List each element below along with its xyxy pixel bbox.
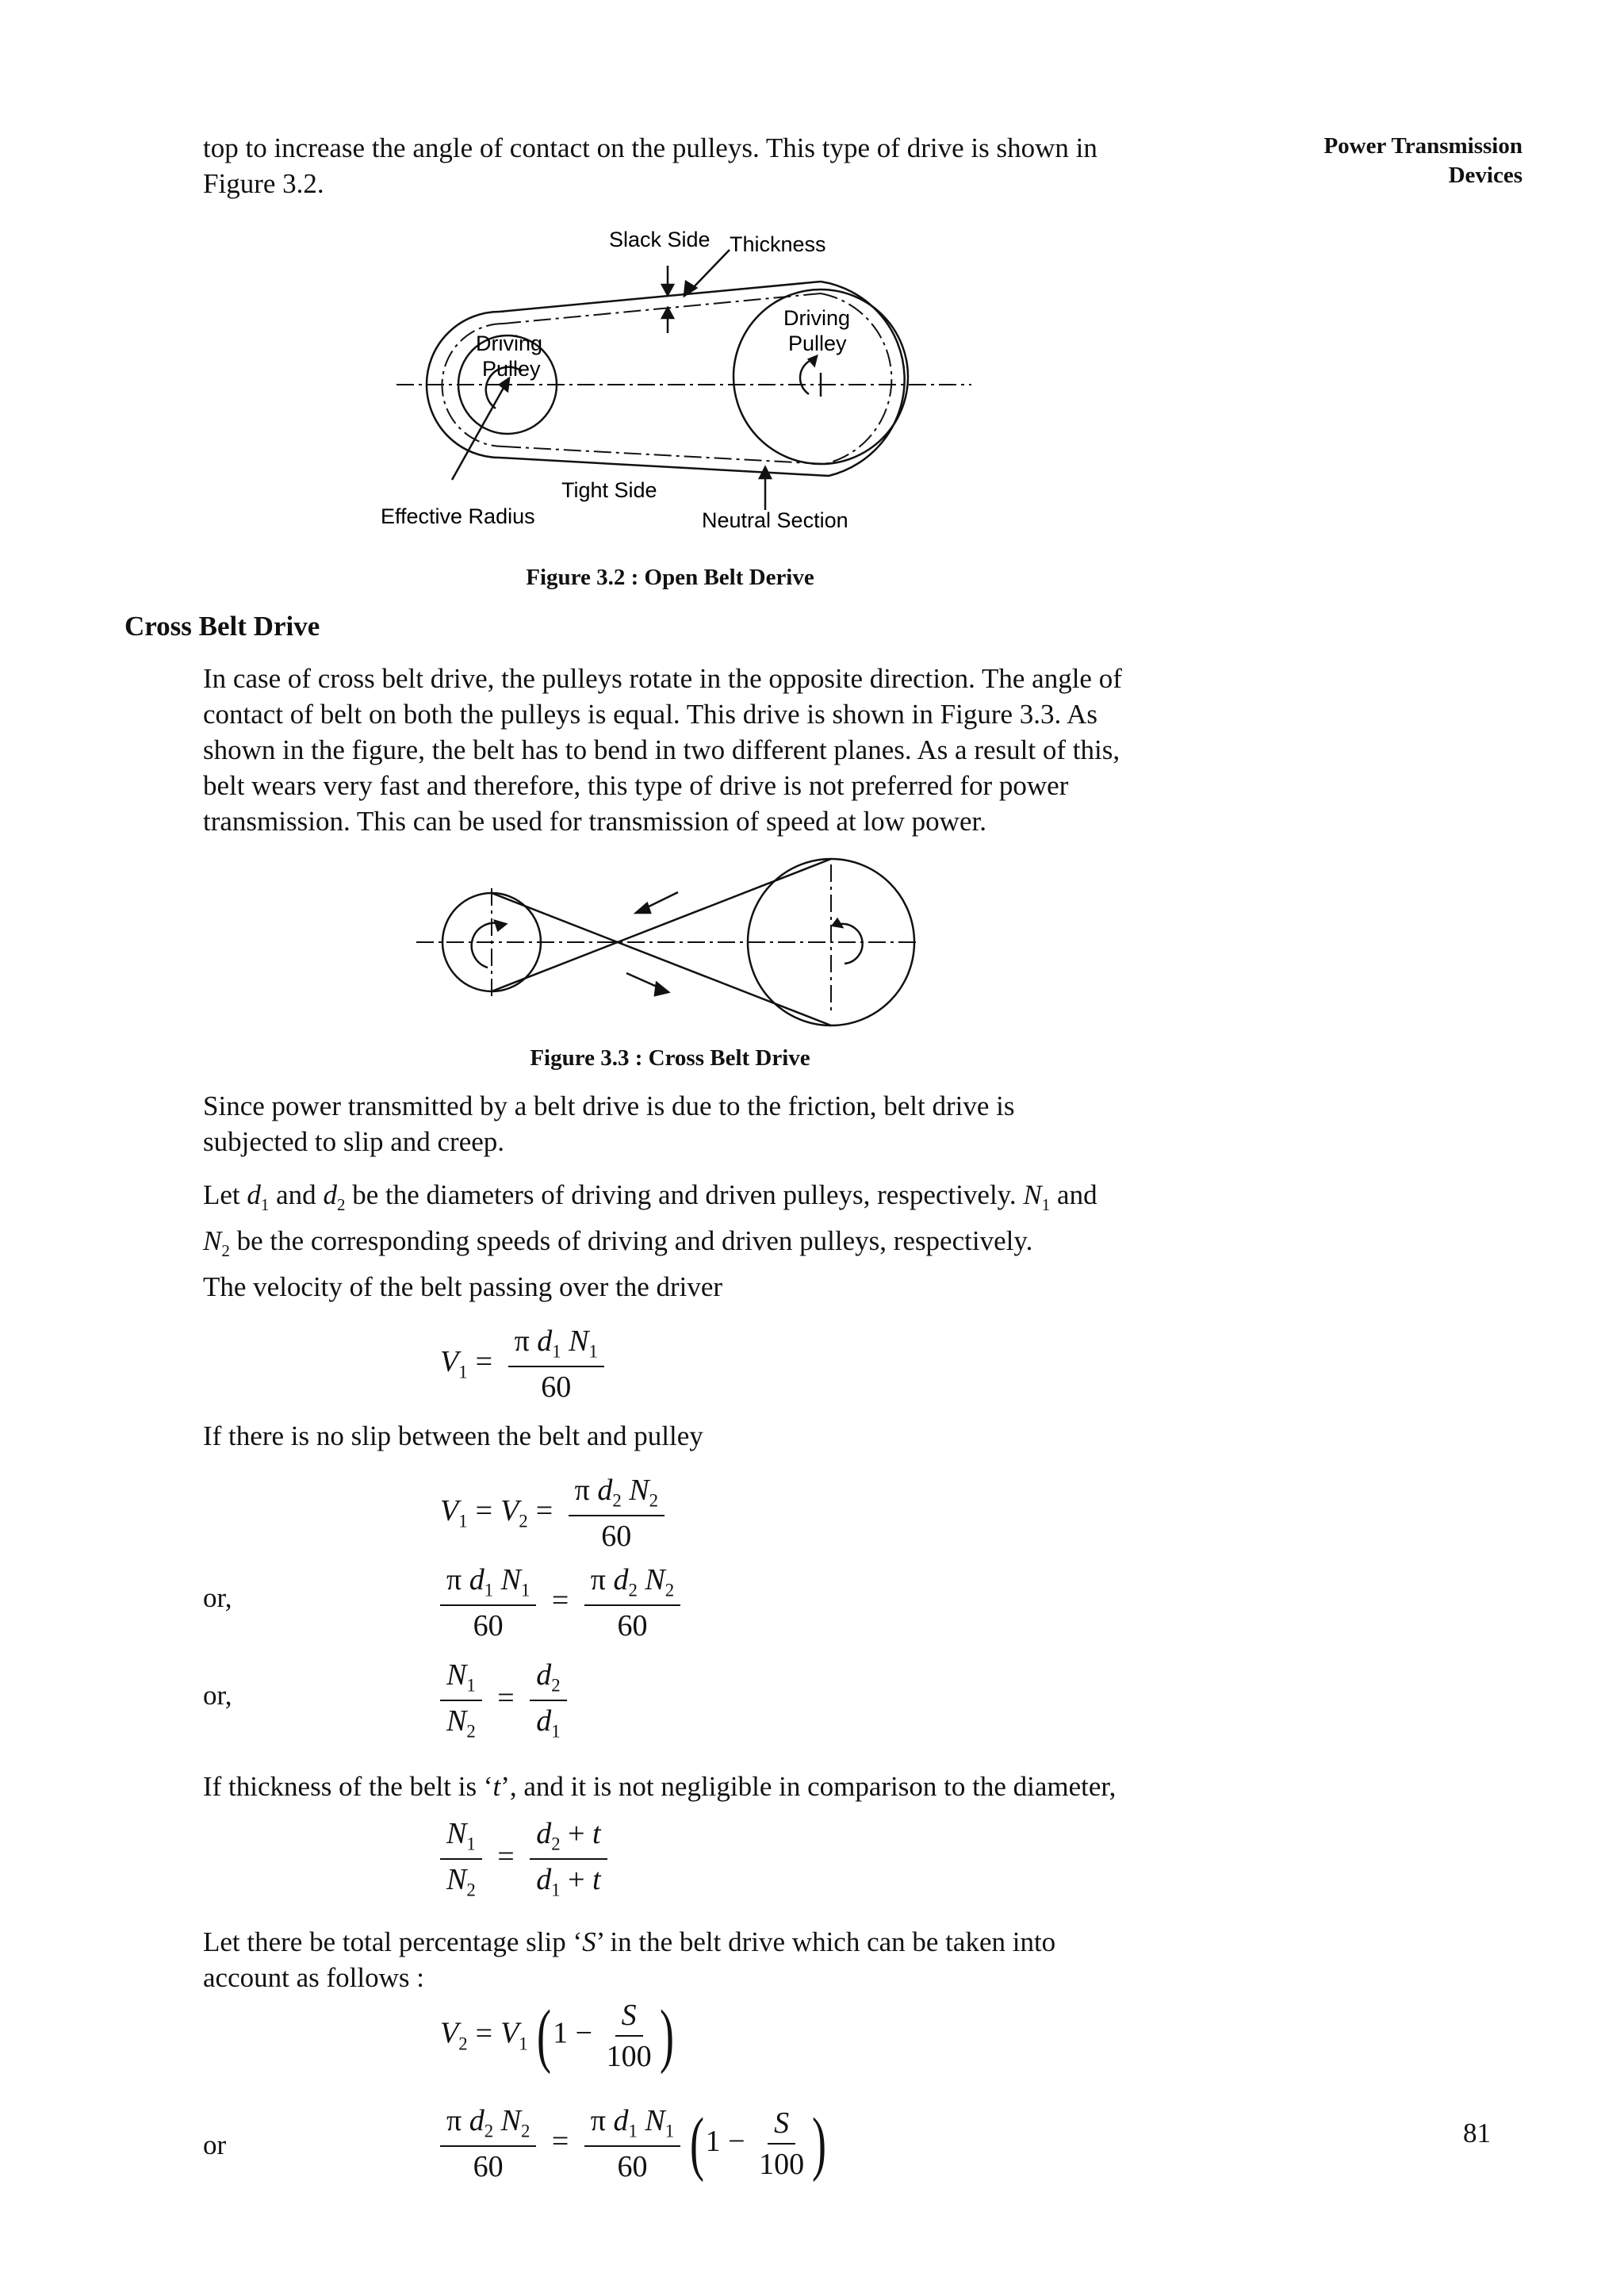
equation-v1: $V_1$ = $\frac{\pi d_1 N_1}{60}$	[440, 1326, 604, 1402]
velocity-text: The velocity of the belt passing over the driver	[203, 1271, 723, 1302]
page-number: 81	[1463, 2118, 1491, 2148]
no-slip-text: If there is no slip between the belt and pulley	[203, 1420, 703, 1451]
or-label-3: or	[203, 2129, 227, 2160]
cross-belt-line-1: In case of cross belt drive, the pulleys rotate in the opposite direction. The angle of	[203, 663, 1122, 694]
intro-line-1: top to increase the angle of contact on the pulleys. This type of drive is shown in	[203, 132, 1097, 163]
cross-belt-drive-figure	[412, 853, 920, 1027]
slip-percentage-line-1: Let there be total percentage slip ‘S’ in the belt drive which can be taken into	[203, 1926, 1056, 1957]
cross-belt-line-3: shown in the figure, the belt has to bend in two different planes. As a result of this,	[203, 734, 1120, 765]
or-label-2: or,	[203, 1680, 232, 1711]
running-header	[1323, 132, 1522, 190]
equation-v1-equals-v2: $V_1 = V_2$ = $\frac{\pi d_2 N_2}{60}$	[440, 1475, 665, 1551]
header-line-1: Power Transmission	[1323, 133, 1522, 159]
slip-percentage-paragraph	[203, 1924, 1055, 1995]
cross-belt-line-5: transmission. This can be used for transmission of speed at low power.	[203, 806, 986, 837]
section-heading-cross-belt: Cross Belt Drive	[124, 611, 320, 642]
thickness-text: If thickness of the belt is ‘t’, and it is not negligible in comparison to the diameter,	[203, 1771, 1116, 1802]
equation-slip-speed: $\frac{\pi d_2 N_2}{60}$ = $\frac{\pi d_1 N_1}{60}$ (1 − $\frac{S}{100}$ )	[440, 2106, 828, 2182]
cross-belt-paragraph	[203, 661, 1122, 839]
label-effective-radius: Effective Radius	[381, 504, 535, 528]
label-driving-right-1: Driving	[783, 306, 851, 330]
label-driving-left-1: Driving	[476, 332, 543, 355]
let-line-1: Let $d_1$ and $d_2$ be the diameters of driving and driven pulleys, respectively. $N_1$ and	[203, 1179, 1097, 1214]
let-line-2: $N_2$ be the corresponding speeds of driving and driven pulleys, respectively.	[203, 1225, 1033, 1260]
intro-paragraph	[203, 130, 1097, 201]
cross-belt-line-4: belt wears very fast and therefore, this type of drive is not preferred for power	[203, 770, 1069, 801]
or-label-1: or,	[203, 1582, 232, 1613]
label-tight-side: Tight Side	[561, 478, 657, 502]
open-belt-drive-figure	[381, 218, 983, 551]
slip-line-2: subjected to slip and creep.	[203, 1126, 505, 1157]
equation-speed-ratio: $\frac{N_1}{N_2}$ = $\frac{d_2}{d_1}$	[440, 1660, 567, 1742]
label-neutral-section: Neutral Section	[702, 508, 848, 532]
figure-3-2-caption: Figure 3.2 : Open Belt Derive	[526, 565, 814, 590]
label-driving-right-2: Pulley	[788, 332, 847, 355]
figure-3-3-caption: Figure 3.3 : Cross Belt Drive	[530, 1045, 810, 1071]
intro-line-2: Figure 3.2.	[203, 168, 324, 199]
belt-bottom-outer	[500, 458, 829, 476]
slip-line-1: Since power transmitted by a belt drive is due to the friction, belt drive is	[203, 1091, 1015, 1121]
belt-top-outer	[500, 282, 821, 312]
header-line-2: Devices	[1448, 163, 1522, 188]
slip-paragraph	[203, 1088, 1015, 1159]
equation-ratio-60: $\frac{\pi d_1 N_1}{60}$ = $\frac{\pi d_2 N_2}{60}$	[440, 1565, 680, 1641]
equation-v2-slip: $V_2 = V_1$ (1 − $\frac{S}{100}$ )	[440, 1996, 674, 2075]
label-driving-left-2: Pulley	[482, 357, 541, 381]
let-diameters-paragraph	[203, 1177, 1097, 1269]
label-slack-side: Slack Side	[609, 228, 710, 251]
label-thickness: Thickness	[730, 232, 826, 256]
slip-percentage-line-2: account as follows :	[203, 1962, 424, 1993]
equation-thickness-ratio: $\frac{N_1}{N_2}$ = $\frac{d_2 + t}{d_1 + t}$	[440, 1819, 607, 1900]
cross-belt-line-2: contact of belt on both the pulleys is equal. This drive is shown in Figure 3.3. As	[203, 699, 1097, 730]
